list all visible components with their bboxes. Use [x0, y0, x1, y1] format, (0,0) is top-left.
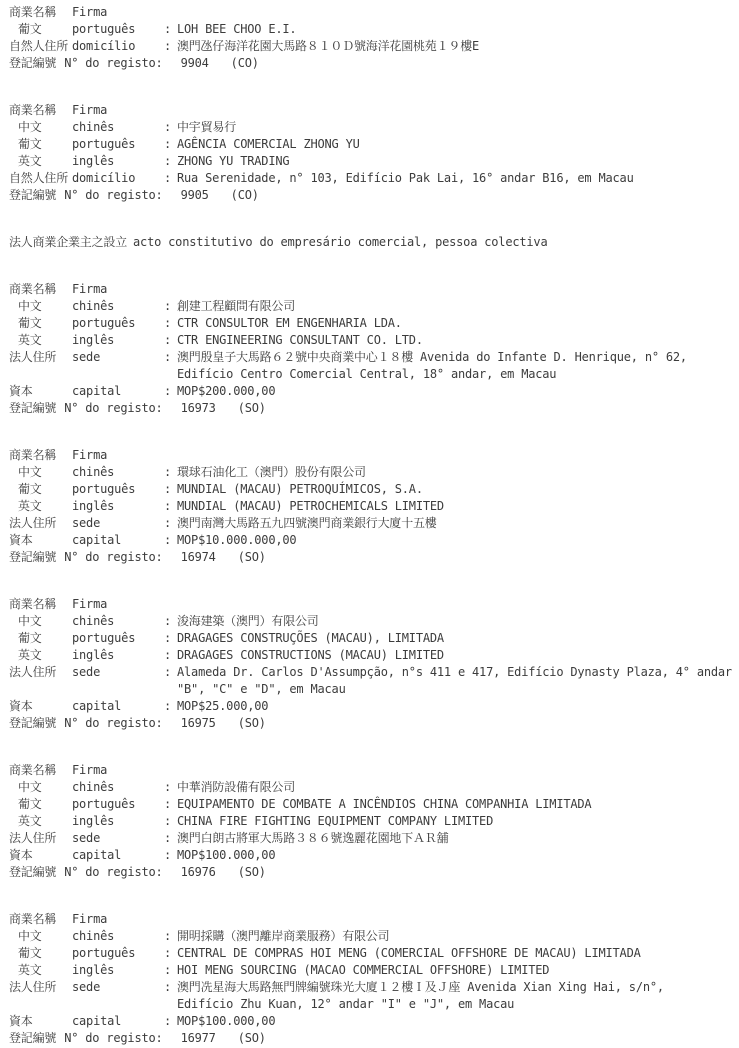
field-value: [177, 830, 739, 847]
registo-type-suffix: (SO): [237, 401, 266, 415]
field-label-pt: capital: [72, 1014, 122, 1028]
registo-label-zh: 登記編號: [9, 550, 57, 564]
field-label-pt: inglês: [72, 333, 115, 347]
registo-type-suffix: (SO): [237, 1031, 266, 1045]
registo-label-pt: N° do registo:: [64, 550, 163, 564]
field-label-pt: chinês: [72, 299, 115, 313]
field-label-pt: sede: [72, 350, 101, 364]
registry-entry: [9, 4, 739, 72]
field-value: [177, 647, 739, 664]
field-label-pt: capital: [72, 848, 122, 862]
field-value-line: 澳門南灣大馬路五九四號澳門商業銀行大廈十五樓: [177, 516, 437, 530]
field-value: [177, 136, 739, 153]
field-value-line: MUNDIAL (MACAU) PETROQUÍMICOS, S.A.: [177, 482, 423, 496]
field-value: [177, 349, 739, 383]
field-label-zh: 商業名稱: [9, 597, 57, 611]
field-colon: :: [164, 1014, 172, 1028]
field-value-line: MOP$100.000,00: [177, 1014, 276, 1028]
field-row: [9, 349, 739, 383]
field-label-zh: 英文: [18, 814, 42, 828]
field-label-pt: português: [72, 631, 136, 645]
registo-number: 16973: [180, 401, 216, 415]
registo-number: 16975: [180, 716, 216, 730]
field-value-line: CTR CONSULTOR EM ENGENHARIA LDA.: [177, 316, 402, 330]
firma-header-row: [9, 281, 739, 298]
field-value: [177, 498, 739, 515]
registo-row: [9, 549, 739, 566]
field-colon: :: [164, 648, 172, 662]
field-label-pt: português: [72, 22, 136, 36]
field-row: [9, 847, 739, 864]
field-label-zh: 商業名稱: [9, 763, 57, 777]
field-label-pt: capital: [72, 533, 122, 547]
field-value: [177, 813, 739, 830]
field-label-zh: 法人住所: [9, 665, 57, 679]
field-colon: :: [164, 499, 172, 513]
registry-entry: [9, 911, 739, 1047]
field-colon: :: [164, 516, 172, 530]
field-row: [9, 928, 739, 945]
field-label-pt: chinês: [72, 929, 115, 943]
field-label-pt: chinês: [72, 614, 115, 628]
field-label-zh: 葡文: [18, 137, 42, 151]
field-value-line: 開明採購（澳門離岸商業服務）有限公司: [177, 929, 390, 943]
field-label-pt: português: [72, 946, 136, 960]
field-colon: :: [164, 780, 172, 794]
field-row: [9, 170, 739, 187]
field-colon: :: [164, 171, 172, 185]
registo-label-zh: 登記編號: [9, 401, 57, 415]
field-value-line: Rua Serenidade, n° 103, Edifício Pak Lai, 16° andar B16, em Macau: [177, 171, 634, 185]
field-label-zh: 中文: [18, 120, 42, 134]
field-label-pt: sede: [72, 516, 101, 530]
field-row: [9, 796, 739, 813]
registo-label-zh: 登記編號: [9, 56, 57, 70]
field-colon: :: [164, 946, 172, 960]
field-value-line: DRAGAGES CONSTRUCTIONS (MACAU) LIMITED: [177, 648, 444, 662]
registo-label-pt: N° do registo:: [64, 56, 163, 70]
field-value-line: 浚海建築（澳門）有限公司: [177, 614, 319, 628]
field-label-zh: 中文: [18, 780, 42, 794]
field-label-zh: 法人住所: [9, 350, 57, 364]
field-label-zh: 資本: [9, 848, 33, 862]
field-colon: :: [164, 465, 172, 479]
field-row: [9, 945, 739, 962]
registry-entry: [9, 762, 739, 881]
field-value-line: EQUIPAMENTO DE COMBATE A INCÊNDIOS CHINA COMPANHIA LIMITADA: [177, 797, 592, 811]
field-value: [177, 464, 739, 481]
field-label-pt: sede: [72, 665, 101, 679]
field-value: [177, 298, 739, 315]
registo-row: [9, 55, 739, 72]
field-colon: :: [164, 980, 172, 994]
field-label-zh: 自然人住所: [9, 39, 69, 53]
field-value: [177, 698, 739, 715]
field-value: [177, 119, 739, 136]
field-value-line: 創建工程顧問有限公司: [177, 299, 296, 313]
field-label-pt: Firma: [72, 448, 108, 462]
field-value: [177, 779, 739, 796]
registry-entry: [9, 447, 739, 566]
firma-header-row: [9, 447, 739, 464]
registo-label-pt: N° do registo:: [64, 401, 163, 415]
field-label-zh: 葡文: [18, 631, 42, 645]
field-row: [9, 698, 739, 715]
field-label-pt: chinês: [72, 120, 115, 134]
field-colon: :: [164, 333, 172, 347]
registo-row: [9, 864, 739, 881]
field-value: [177, 796, 739, 813]
field-colon: :: [164, 316, 172, 330]
field-label-zh: 法人住所: [9, 831, 57, 845]
registo-type-suffix: (SO): [237, 865, 266, 879]
section-header: [9, 234, 739, 251]
field-row: [9, 298, 739, 315]
field-label-zh: 商業名稱: [9, 5, 57, 19]
section-header-pt: acto constitutivo do empresário comercial, pessoa colectiva: [133, 235, 548, 249]
firma-header-row: [9, 762, 739, 779]
field-row: [9, 498, 739, 515]
field-row: [9, 136, 739, 153]
registo-row: [9, 1030, 739, 1047]
field-value: [177, 928, 739, 945]
field-value: [177, 515, 739, 532]
field-label-zh: 英文: [18, 648, 42, 662]
field-value-line: DRAGAGES CONSTRUÇÕES (MACAU), LIMITADA: [177, 631, 444, 645]
field-value-line: Edifício Zhu Kuan, 12° andar "I" e "J", em Macau: [177, 997, 515, 1011]
field-label-pt: sede: [72, 831, 101, 845]
field-row: [9, 979, 739, 1013]
field-value-line: Edifício Centro Comercial Central, 18° andar, em Macau: [177, 367, 557, 381]
field-label-zh: 商業名稱: [9, 912, 57, 926]
firma-header-row: [9, 102, 739, 119]
field-value-line: MOP$200.000,00: [177, 384, 276, 398]
field-row: [9, 383, 739, 400]
field-colon: :: [164, 665, 172, 679]
registo-type-suffix: (SO): [237, 550, 266, 564]
registo-row: [9, 400, 739, 417]
field-label-pt: chinês: [72, 465, 115, 479]
field-label-pt: português: [72, 797, 136, 811]
field-value: [177, 153, 739, 170]
field-row: [9, 38, 739, 55]
field-label-pt: capital: [72, 384, 122, 398]
field-value: [177, 945, 739, 962]
field-value: [177, 962, 739, 979]
field-row: [9, 779, 739, 796]
field-label-pt: português: [72, 137, 136, 151]
field-value-line: CTR ENGINEERING CONSULTANT CO. LTD.: [177, 333, 423, 347]
registo-label-pt: N° do registo:: [64, 865, 163, 879]
field-label-zh: 商業名稱: [9, 282, 57, 296]
firma-header-row: [9, 911, 739, 928]
field-label-zh: 中文: [18, 299, 42, 313]
field-row: [9, 613, 739, 630]
field-label-pt: inglês: [72, 648, 115, 662]
field-value-line: MOP$25.000,00: [177, 699, 269, 713]
field-label-zh: 英文: [18, 154, 42, 168]
field-value-line: MOP$10.000.000,00: [177, 533, 297, 547]
registo-number: 9905: [180, 188, 209, 202]
field-row: [9, 481, 739, 498]
field-label-pt: Firma: [72, 597, 108, 611]
field-label-pt: domicílio: [72, 171, 136, 185]
field-colon: :: [164, 929, 172, 943]
registo-type-suffix: (SO): [237, 716, 266, 730]
field-value-line: 澳門殷皇子大馬路６２號中央商業中心１８樓 Avenida do Infante D. Henrique, n° 62,: [177, 350, 687, 364]
registo-label-zh: 登記編號: [9, 716, 57, 730]
field-colon: :: [164, 137, 172, 151]
field-value: [177, 38, 739, 55]
registo-number: 16976: [180, 865, 216, 879]
field-label-pt: chinês: [72, 780, 115, 794]
field-colon: :: [164, 814, 172, 828]
field-row: [9, 630, 739, 647]
field-row: [9, 332, 739, 349]
field-value-line: 澳門氹仔海洋花園大馬路８１０Ｄ號海洋花園桃苑１９樓E: [177, 39, 480, 53]
field-label-pt: Firma: [72, 282, 108, 296]
field-colon: :: [164, 120, 172, 134]
registo-row: [9, 187, 739, 204]
field-label-pt: português: [72, 482, 136, 496]
field-colon: :: [164, 482, 172, 496]
registo-label-pt: N° do registo:: [64, 188, 163, 202]
registo-number: 9904: [180, 56, 209, 70]
field-label-zh: 法人住所: [9, 516, 57, 530]
field-label-pt: inglês: [72, 499, 115, 513]
registo-label-pt: N° do registo:: [64, 1031, 163, 1045]
field-value-line: 澳門白朗古將軍大馬路３８６號逸麗花園地下ＡＲ舖: [177, 831, 449, 845]
field-colon: :: [164, 848, 172, 862]
field-colon: :: [164, 699, 172, 713]
field-value-line: 中宇貿易行: [177, 120, 237, 134]
field-value-line: ZHONG YU TRADING: [177, 154, 290, 168]
field-label-zh: 商業名稱: [9, 448, 57, 462]
field-label-zh: 法人住所: [9, 980, 57, 994]
field-value-line: AGÊNCIA COMERCIAL ZHONG YU: [177, 137, 360, 151]
field-label-zh: 葡文: [18, 946, 42, 960]
field-value: [177, 979, 739, 1013]
field-label-pt: Firma: [72, 103, 108, 117]
field-colon: :: [164, 533, 172, 547]
registo-type-suffix: (CO): [230, 188, 259, 202]
field-value-line: CHINA FIRE FIGHTING EQUIPMENT COMPANY LIMITED: [177, 814, 494, 828]
field-label-zh: 資本: [9, 533, 33, 547]
field-label-pt: inglês: [72, 814, 115, 828]
field-label-zh: 葡文: [18, 316, 42, 330]
field-label-pt: Firma: [72, 763, 108, 777]
registry-entry: [9, 281, 739, 417]
field-colon: :: [164, 154, 172, 168]
field-value: [177, 1013, 739, 1030]
field-row: [9, 315, 739, 332]
field-row: [9, 515, 739, 532]
registo-number: 16974: [180, 550, 216, 564]
field-label-zh: 資本: [9, 1014, 33, 1028]
field-label-pt: inglês: [72, 963, 115, 977]
field-label-zh: 資本: [9, 699, 33, 713]
field-row: [9, 813, 739, 830]
field-label-zh: 商業名稱: [9, 103, 57, 117]
field-label-zh: 葡文: [18, 22, 42, 36]
field-value: [177, 315, 739, 332]
field-label-zh: 中文: [18, 614, 42, 628]
field-row: [9, 153, 739, 170]
field-value: [177, 613, 739, 630]
field-value-line: CENTRAL DE COMPRAS HOI MENG (COMERCIAL OFFSHORE DE MACAU) LIMITADA: [177, 946, 641, 960]
field-row: [9, 830, 739, 847]
field-value-line: "B", "C" e "D", em Macau: [177, 682, 346, 696]
registry-entry: [9, 102, 739, 204]
field-value-line: 澳門冼星海大馬路無門牌編號珠光大廈１２樓Ｉ及Ｊ座 Avenida Xian Xing Hai, s/n°,: [177, 980, 664, 994]
field-row: [9, 21, 739, 38]
field-label-zh: 英文: [18, 499, 42, 513]
field-label-pt: capital: [72, 699, 122, 713]
field-row: [9, 1013, 739, 1030]
field-value: [177, 21, 739, 38]
field-colon: :: [164, 963, 172, 977]
field-value-line: 中華消防設備有限公司: [177, 780, 296, 794]
field-value: [177, 630, 739, 647]
field-label-zh: 葡文: [18, 797, 42, 811]
field-label-pt: inglês: [72, 154, 115, 168]
field-colon: :: [164, 39, 172, 53]
registo-row: [9, 715, 739, 732]
field-value: [177, 332, 739, 349]
firma-header-row: [9, 4, 739, 21]
field-value-line: LOH BEE CHOO E.I.: [177, 22, 297, 36]
field-colon: :: [164, 631, 172, 645]
registo-label-pt: N° do registo:: [64, 716, 163, 730]
field-colon: :: [164, 350, 172, 364]
field-value: [177, 847, 739, 864]
field-colon: :: [164, 22, 172, 36]
field-colon: :: [164, 797, 172, 811]
field-colon: :: [164, 299, 172, 313]
registo-label-zh: 登記編號: [9, 188, 57, 202]
field-label-pt: sede: [72, 980, 101, 994]
field-value-line: HOI MENG SOURCING (MACAO COMMERCIAL OFFSHORE) LIMITED: [177, 963, 550, 977]
section-header-zh: 法人商業企業主之設立: [9, 235, 128, 249]
field-label-pt: Firma: [72, 912, 108, 926]
registo-type-suffix: (CO): [230, 56, 259, 70]
field-label-zh: 英文: [18, 963, 42, 977]
firma-header-row: [9, 596, 739, 613]
field-row: [9, 464, 739, 481]
registo-label-zh: 登記編號: [9, 865, 57, 879]
field-row: [9, 532, 739, 549]
field-value-line: 環球石油化工（澳門）股份有限公司: [177, 465, 366, 479]
field-value: [177, 481, 739, 498]
field-colon: :: [164, 831, 172, 845]
field-label-pt: português: [72, 316, 136, 330]
field-colon: :: [164, 614, 172, 628]
field-row: [9, 119, 739, 136]
field-value: [177, 532, 739, 549]
field-row: [9, 962, 739, 979]
field-value: [177, 664, 739, 698]
field-colon: :: [164, 384, 172, 398]
field-label-zh: 中文: [18, 465, 42, 479]
registo-number: 16977: [180, 1031, 216, 1045]
field-value-line: MOP$100.000,00: [177, 848, 276, 862]
registry-document: [9, 4, 739, 1047]
field-label-pt: domicílio: [72, 39, 136, 53]
registry-entry: [9, 596, 739, 732]
field-label-zh: 葡文: [18, 482, 42, 496]
field-value: [177, 383, 739, 400]
field-label-pt: Firma: [72, 5, 108, 19]
field-label-zh: 英文: [18, 333, 42, 347]
field-value: [177, 170, 739, 187]
field-row: [9, 647, 739, 664]
field-label-zh: 中文: [18, 929, 42, 943]
field-value-line: Alameda Dr. Carlos D'Assumpção, n°s 411 e 417, Edifício Dynasty Plaza, 4° andar: [177, 665, 732, 679]
field-label-zh: 自然人住所: [9, 171, 69, 185]
registo-label-zh: 登記編號: [9, 1031, 57, 1045]
field-value-line: MUNDIAL (MACAU) PETROCHEMICALS LIMITED: [177, 499, 444, 513]
field-label-zh: 資本: [9, 384, 33, 398]
field-row: [9, 664, 739, 698]
